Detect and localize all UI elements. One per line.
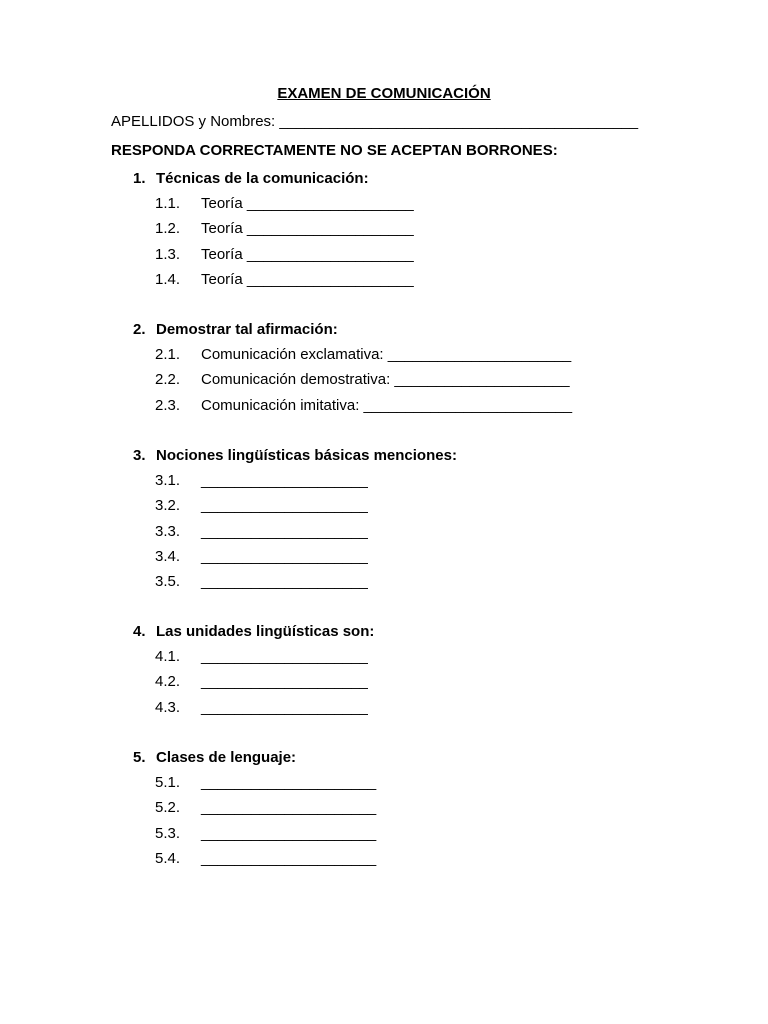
question-text: Clases de lenguaje: — [156, 749, 297, 766]
question-3 — [133, 447, 733, 594]
answer-item — [133, 846, 733, 871]
answer-item — [133, 267, 733, 292]
answer-number: 2.2. — [155, 371, 181, 389]
answer-line: _____________________ — [201, 824, 377, 842]
question-1 — [133, 170, 733, 292]
answer-line: ____________________ — [201, 573, 368, 591]
answer-number: 3.4. — [155, 547, 181, 565]
answer-number: 4.1. — [155, 648, 181, 665]
answer-number: 5.2. — [155, 799, 181, 817]
answer-item — [133, 669, 733, 694]
answer-number: 2.3. — [155, 396, 181, 414]
answer-number: 5.1. — [155, 774, 181, 791]
answer-line: Comunicación exclamativa: ______________________ — [201, 346, 572, 363]
question-text: Las unidades lingüísticas son: — [156, 623, 375, 640]
answer-line: _____________________ — [201, 849, 377, 867]
answer-line: ____________________ — [201, 673, 368, 691]
answer-number: 1.1. — [155, 195, 181, 212]
answer-number: 4.2. — [155, 673, 181, 691]
answer-item — [133, 216, 733, 241]
answer-line: Teoría ____________________ — [201, 195, 414, 212]
answer-number: 5.3. — [155, 824, 181, 842]
answer-line: Comunicación imitativa: _________________________ — [201, 396, 573, 414]
answer-item — [133, 242, 733, 267]
answer-number: 3.2. — [155, 497, 181, 515]
question-heading — [133, 170, 733, 188]
answer-line: ____________________ — [201, 522, 368, 540]
answer-item — [133, 342, 733, 367]
answer-number: 2.1. — [155, 346, 181, 363]
answer-line: Teoría ____________________ — [201, 245, 414, 263]
question-number: 3. — [133, 447, 146, 464]
answer-number: 3.3. — [155, 522, 181, 540]
question-text: Nociones lingüísticas básicas menciones: — [156, 447, 457, 464]
answer-number: 1.2. — [155, 220, 181, 238]
answer-item — [133, 544, 733, 569]
answer-number: 3.5. — [155, 573, 181, 591]
answer-number: 1.4. — [155, 270, 181, 288]
answer-item — [133, 468, 733, 493]
answer-line: Comunicación demostrativa: _____________________ — [201, 371, 570, 389]
question-heading — [133, 749, 733, 767]
answer-item — [133, 644, 733, 669]
answer-item — [133, 393, 733, 418]
answer-line: ____________________ — [201, 497, 368, 515]
question-text: Técnicas de la comunicación: — [156, 170, 369, 187]
question-5 — [133, 749, 733, 871]
answer-item — [133, 493, 733, 518]
question-heading — [133, 623, 733, 641]
question-text: Demostrar tal afirmación: — [156, 321, 338, 338]
answer-line: _____________________ — [201, 774, 377, 791]
instructions: RESPONDA CORRECTAMENTE NO SE ACEPTAN BORRONES: — [111, 142, 558, 159]
answer-number: 1.3. — [155, 245, 181, 263]
answer-item — [133, 367, 733, 392]
answer-line: Teoría ____________________ — [201, 270, 414, 288]
answer-line: ____________________ — [201, 648, 368, 665]
question-heading — [133, 321, 733, 339]
question-number: 1. — [133, 170, 146, 187]
answer-number: 5.4. — [155, 849, 181, 867]
answer-line: Teoría ____________________ — [201, 220, 414, 238]
answer-item — [133, 695, 733, 720]
answer-item — [133, 519, 733, 544]
answer-item — [133, 191, 733, 216]
answer-line: ____________________ — [201, 698, 368, 716]
answer-item — [133, 770, 733, 795]
answer-number: 4.3. — [155, 698, 181, 716]
question-number: 4. — [133, 623, 146, 640]
question-heading — [133, 447, 733, 465]
answer-number: 3.1. — [155, 472, 181, 489]
answer-item — [133, 795, 733, 820]
exam-title: EXAMEN DE COMUNICACIÓN — [277, 85, 491, 102]
question-2 — [133, 321, 733, 418]
name-field-line: APELLIDOS y Nombres: ___________________________________________ — [111, 113, 639, 130]
answer-line: _____________________ — [201, 799, 377, 817]
answer-item — [133, 569, 733, 594]
answer-item — [133, 821, 733, 846]
question-number: 2. — [133, 321, 146, 338]
answer-line: ____________________ — [201, 472, 368, 489]
answer-line: ____________________ — [201, 547, 368, 565]
question-4 — [133, 623, 733, 720]
question-number: 5. — [133, 749, 146, 766]
